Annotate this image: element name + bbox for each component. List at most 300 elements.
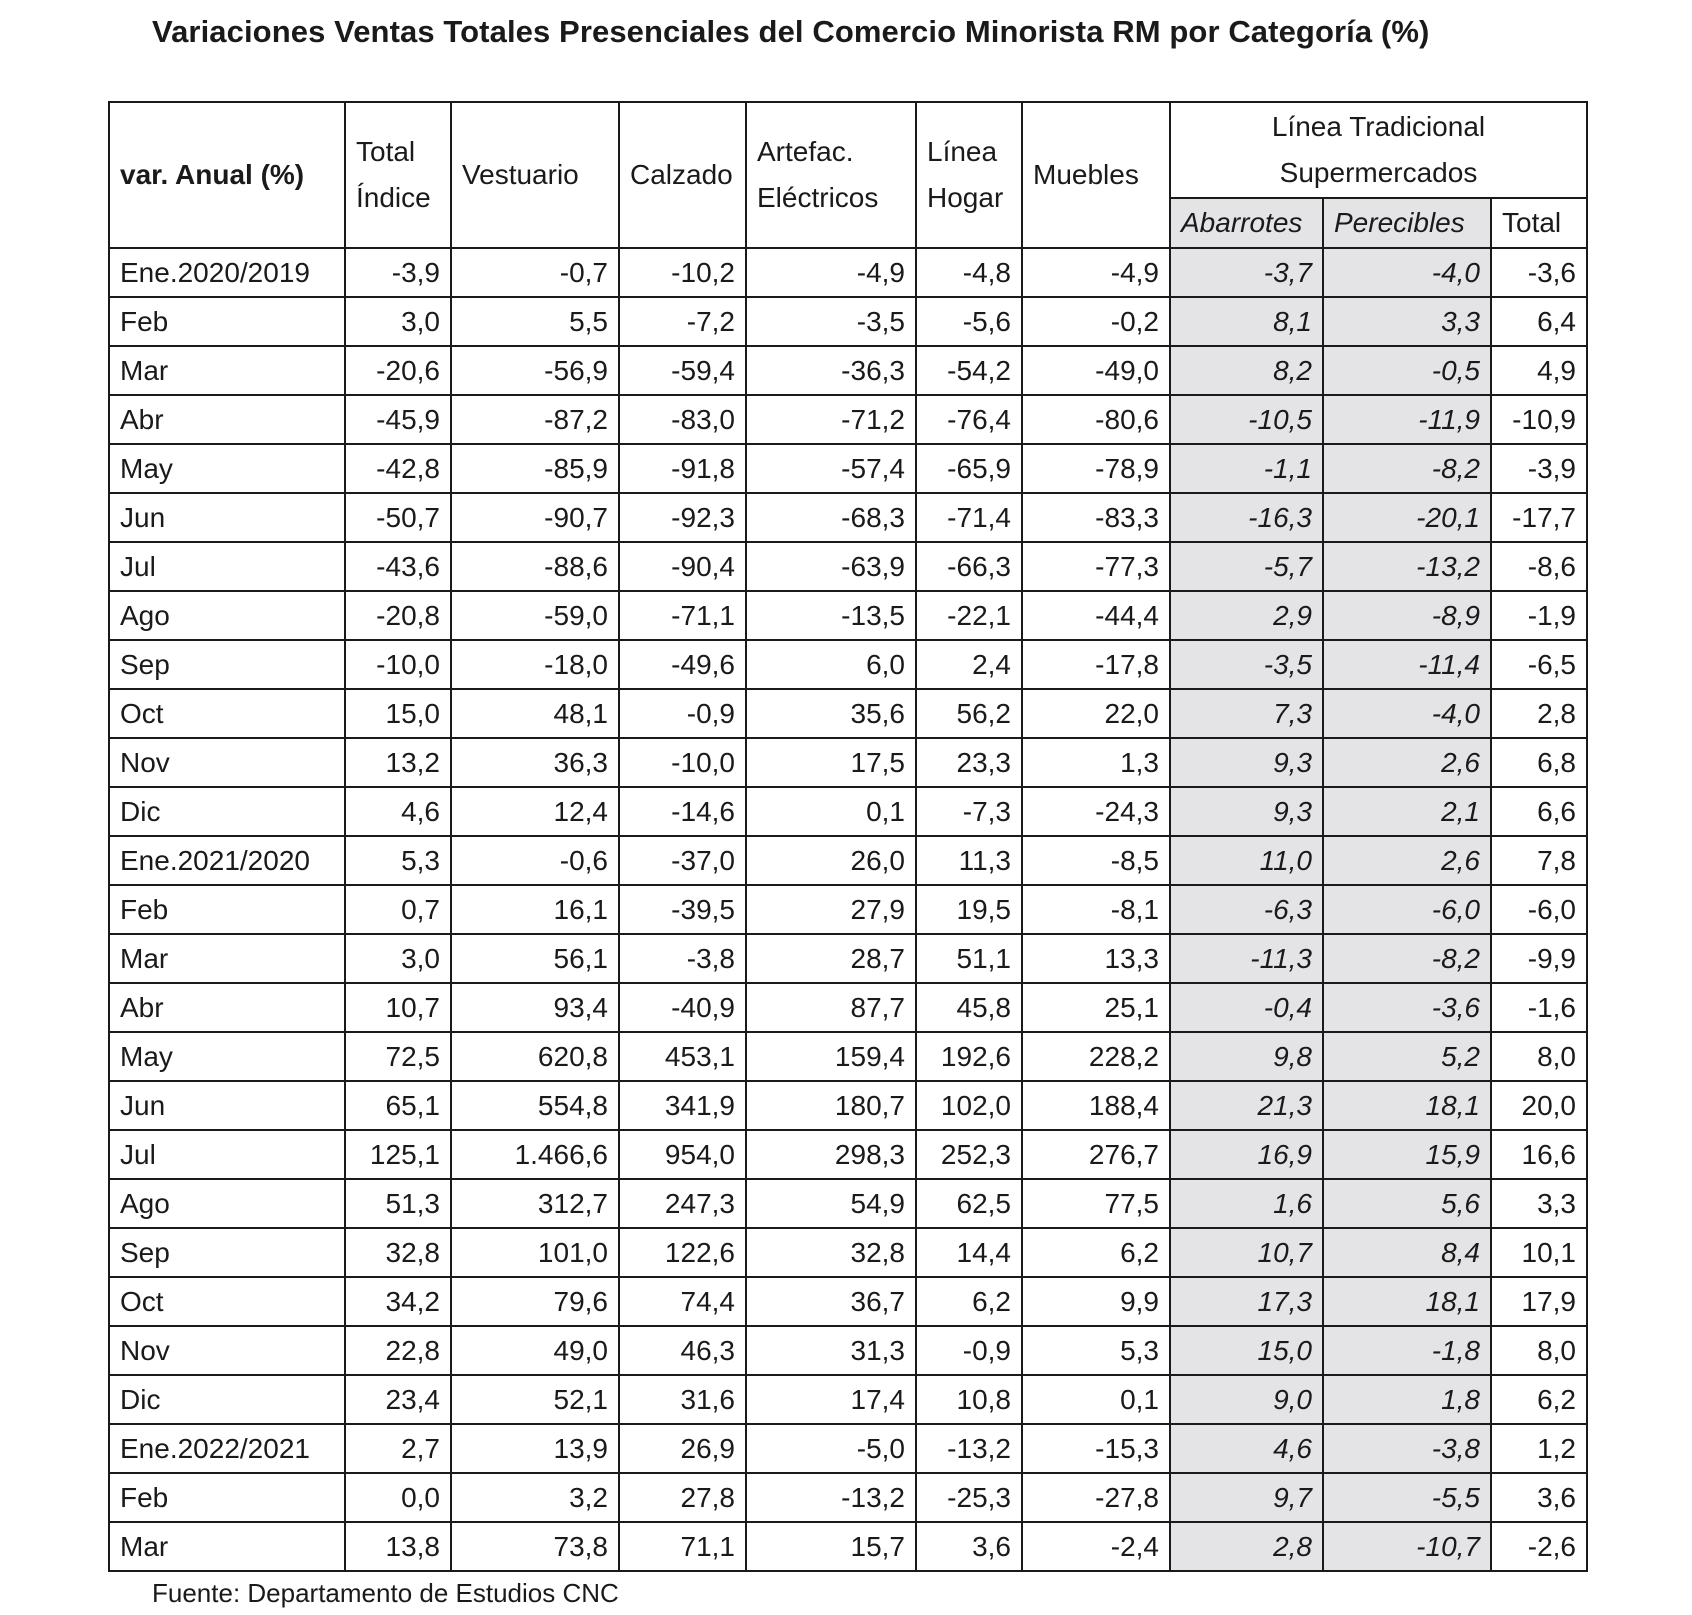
cell-perecibles: -8,2 bbox=[1323, 444, 1491, 493]
cell-calzado: -91,8 bbox=[619, 444, 746, 493]
cell-abarrotes: -1,1 bbox=[1170, 444, 1323, 493]
table-row bbox=[109, 983, 1587, 1032]
cell-linea-hogar: 192,6 bbox=[916, 1032, 1022, 1081]
source-note: Fuente: Departamento de Estudios CNC bbox=[152, 1578, 619, 1608]
table-row bbox=[109, 1228, 1587, 1277]
cell-vestuario: 49,0 bbox=[451, 1326, 619, 1375]
table-title: Variaciones Ventas Totales Presenciales del Comercio Minorista RM por Categoría (%) bbox=[152, 14, 1430, 49]
table-row bbox=[109, 1326, 1587, 1375]
cell-perecibles: 5,6 bbox=[1323, 1179, 1491, 1228]
cell-total-indice: 72,5 bbox=[345, 1032, 451, 1081]
cell-supermercados-total: 2,8 bbox=[1491, 689, 1587, 738]
cell-abarrotes: 1,6 bbox=[1170, 1179, 1323, 1228]
cell-artefactos: -71,2 bbox=[746, 395, 916, 444]
cell-muebles: -4,9 bbox=[1022, 248, 1170, 297]
cell-period-label: Feb bbox=[109, 1473, 345, 1522]
table-row bbox=[109, 444, 1587, 493]
cell-period-label: May bbox=[109, 444, 345, 493]
cell-total-indice: 15,0 bbox=[345, 689, 451, 738]
cell-artefactos: -63,9 bbox=[746, 542, 916, 591]
cell-perecibles: -8,9 bbox=[1323, 591, 1491, 640]
cell-muebles: -83,3 bbox=[1022, 493, 1170, 542]
cell-linea-hogar: -22,1 bbox=[916, 591, 1022, 640]
cell-vestuario: 16,1 bbox=[451, 885, 619, 934]
cell-perecibles: -8,2 bbox=[1323, 934, 1491, 983]
cell-calzado: 247,3 bbox=[619, 1179, 746, 1228]
cell-artefactos: 35,6 bbox=[746, 689, 916, 738]
cell-period-label: Mar bbox=[109, 934, 345, 983]
cell-linea-hogar: -76,4 bbox=[916, 395, 1022, 444]
cell-muebles: 5,3 bbox=[1022, 1326, 1170, 1375]
cell-total-indice: -3,9 bbox=[345, 248, 451, 297]
table-row bbox=[109, 1130, 1587, 1179]
header-total: Total bbox=[1491, 198, 1587, 248]
cell-perecibles: 15,9 bbox=[1323, 1130, 1491, 1179]
cell-abarrotes: 11,0 bbox=[1170, 836, 1323, 885]
cell-muebles: -80,6 bbox=[1022, 395, 1170, 444]
table-row bbox=[109, 836, 1587, 885]
cell-artefactos: 159,4 bbox=[746, 1032, 916, 1081]
table-row bbox=[109, 395, 1587, 444]
cell-linea-hogar: -66,3 bbox=[916, 542, 1022, 591]
cell-calzado: 954,0 bbox=[619, 1130, 746, 1179]
cell-artefactos: 31,3 bbox=[746, 1326, 916, 1375]
cell-abarrotes: 7,3 bbox=[1170, 689, 1323, 738]
cell-abarrotes: 2,8 bbox=[1170, 1522, 1323, 1571]
cell-vestuario: 93,4 bbox=[451, 983, 619, 1032]
cell-calzado: -7,2 bbox=[619, 297, 746, 346]
cell-abarrotes: 10,7 bbox=[1170, 1228, 1323, 1277]
cell-calzado: -90,4 bbox=[619, 542, 746, 591]
cell-supermercados-total: 6,6 bbox=[1491, 787, 1587, 836]
cell-muebles: -44,4 bbox=[1022, 591, 1170, 640]
cell-calzado: 122,6 bbox=[619, 1228, 746, 1277]
cell-linea-hogar: 11,3 bbox=[916, 836, 1022, 885]
cell-calzado: -40,9 bbox=[619, 983, 746, 1032]
table-row bbox=[109, 1081, 1587, 1130]
cell-linea-hogar: -0,9 bbox=[916, 1326, 1022, 1375]
cell-total-indice: -20,8 bbox=[345, 591, 451, 640]
header-group-line2: Supermercados bbox=[1279, 157, 1478, 188]
table-row bbox=[109, 640, 1587, 689]
cell-perecibles: 2,6 bbox=[1323, 836, 1491, 885]
cell-supermercados-total: -3,6 bbox=[1491, 248, 1587, 297]
cell-total-indice: 4,6 bbox=[345, 787, 451, 836]
table-row bbox=[109, 1375, 1587, 1424]
table-row bbox=[109, 493, 1587, 542]
cell-linea-hogar: 10,8 bbox=[916, 1375, 1022, 1424]
cell-calzado: -10,0 bbox=[619, 738, 746, 787]
cell-vestuario: -0,6 bbox=[451, 836, 619, 885]
cell-supermercados-total: 3,3 bbox=[1491, 1179, 1587, 1228]
cell-perecibles: 3,3 bbox=[1323, 297, 1491, 346]
cell-artefactos: 27,9 bbox=[746, 885, 916, 934]
cell-perecibles: 18,1 bbox=[1323, 1277, 1491, 1326]
cell-period-label: Nov bbox=[109, 738, 345, 787]
cell-muebles: -0,2 bbox=[1022, 297, 1170, 346]
cell-vestuario: 101,0 bbox=[451, 1228, 619, 1277]
cell-linea-hogar: 51,1 bbox=[916, 934, 1022, 983]
cell-abarrotes: -0,4 bbox=[1170, 983, 1323, 1032]
cell-vestuario: 3,2 bbox=[451, 1473, 619, 1522]
header-supermercados-group bbox=[1170, 102, 1587, 198]
cell-linea-hogar: -5,6 bbox=[916, 297, 1022, 346]
cell-muebles: 0,1 bbox=[1022, 1375, 1170, 1424]
cell-artefactos: -57,4 bbox=[746, 444, 916, 493]
cell-abarrotes: -3,5 bbox=[1170, 640, 1323, 689]
cell-period-label: Dic bbox=[109, 787, 345, 836]
table-row bbox=[109, 248, 1587, 297]
cell-linea-hogar: -71,4 bbox=[916, 493, 1022, 542]
cell-calzado: -92,3 bbox=[619, 493, 746, 542]
cell-supermercados-total: -6,0 bbox=[1491, 885, 1587, 934]
cell-supermercados-total: 4,9 bbox=[1491, 346, 1587, 395]
cell-perecibles: -11,9 bbox=[1323, 395, 1491, 444]
header-muebles: Muebles bbox=[1022, 102, 1170, 248]
cell-linea-hogar: 102,0 bbox=[916, 1081, 1022, 1130]
cell-calzado: 71,1 bbox=[619, 1522, 746, 1571]
cell-calzado: -71,1 bbox=[619, 591, 746, 640]
cell-muebles: -77,3 bbox=[1022, 542, 1170, 591]
table-row bbox=[109, 885, 1587, 934]
cell-vestuario: 52,1 bbox=[451, 1375, 619, 1424]
cell-perecibles: -13,2 bbox=[1323, 542, 1491, 591]
cell-total-indice: 0,7 bbox=[345, 885, 451, 934]
cell-linea-hogar: 14,4 bbox=[916, 1228, 1022, 1277]
table-row bbox=[109, 934, 1587, 983]
cell-supermercados-total: 1,2 bbox=[1491, 1424, 1587, 1473]
cell-vestuario: -56,9 bbox=[451, 346, 619, 395]
cell-total-indice: 5,3 bbox=[345, 836, 451, 885]
cell-vestuario: 36,3 bbox=[451, 738, 619, 787]
cell-vestuario: -85,9 bbox=[451, 444, 619, 493]
cell-vestuario: -90,7 bbox=[451, 493, 619, 542]
cell-vestuario: -88,6 bbox=[451, 542, 619, 591]
cell-total-indice: 32,8 bbox=[345, 1228, 451, 1277]
cell-abarrotes: -10,5 bbox=[1170, 395, 1323, 444]
cell-calzado: -49,6 bbox=[619, 640, 746, 689]
cell-total-indice: 65,1 bbox=[345, 1081, 451, 1130]
table-row bbox=[109, 297, 1587, 346]
cell-period-label: May bbox=[109, 1032, 345, 1081]
cell-linea-hogar: -4,8 bbox=[916, 248, 1022, 297]
cell-abarrotes: 9,7 bbox=[1170, 1473, 1323, 1522]
cell-calzado: -39,5 bbox=[619, 885, 746, 934]
cell-vestuario: 13,9 bbox=[451, 1424, 619, 1473]
cell-artefactos: -68,3 bbox=[746, 493, 916, 542]
cell-vestuario: -0,7 bbox=[451, 248, 619, 297]
header-vestuario: Vestuario bbox=[451, 102, 619, 248]
cell-period-label: Nov bbox=[109, 1326, 345, 1375]
table-row bbox=[109, 1522, 1587, 1571]
table-row bbox=[109, 1473, 1587, 1522]
cell-supermercados-total: 3,6 bbox=[1491, 1473, 1587, 1522]
cell-total-indice: 125,1 bbox=[345, 1130, 451, 1179]
cell-muebles: 22,0 bbox=[1022, 689, 1170, 738]
cell-muebles: 1,3 bbox=[1022, 738, 1170, 787]
cell-vestuario: 620,8 bbox=[451, 1032, 619, 1081]
cell-perecibles: -4,0 bbox=[1323, 248, 1491, 297]
cell-total-indice: -10,0 bbox=[345, 640, 451, 689]
cell-abarrotes: -16,3 bbox=[1170, 493, 1323, 542]
cell-calzado: 27,8 bbox=[619, 1473, 746, 1522]
cell-period-label: Ago bbox=[109, 591, 345, 640]
cell-period-label: Ago bbox=[109, 1179, 345, 1228]
header-linea-hogar-line1: Línea bbox=[927, 136, 998, 167]
cell-period-label: Abr bbox=[109, 983, 345, 1032]
cell-total-indice: -42,8 bbox=[345, 444, 451, 493]
cell-supermercados-total: -6,5 bbox=[1491, 640, 1587, 689]
cell-period-label: Mar bbox=[109, 1522, 345, 1571]
cell-linea-hogar: -25,3 bbox=[916, 1473, 1022, 1522]
cell-muebles: 13,3 bbox=[1022, 934, 1170, 983]
cell-linea-hogar: -7,3 bbox=[916, 787, 1022, 836]
cell-vestuario: 1.466,6 bbox=[451, 1130, 619, 1179]
cell-vestuario: 312,7 bbox=[451, 1179, 619, 1228]
cell-abarrotes: 9,3 bbox=[1170, 787, 1323, 836]
cell-total-indice: 0,0 bbox=[345, 1473, 451, 1522]
table-row bbox=[109, 346, 1587, 395]
cell-period-label: Oct bbox=[109, 1277, 345, 1326]
cell-muebles: -8,1 bbox=[1022, 885, 1170, 934]
cell-artefactos: 54,9 bbox=[746, 1179, 916, 1228]
cell-muebles: -78,9 bbox=[1022, 444, 1170, 493]
cell-perecibles: -1,8 bbox=[1323, 1326, 1491, 1375]
cell-total-indice: 2,7 bbox=[345, 1424, 451, 1473]
cell-abarrotes: 9,3 bbox=[1170, 738, 1323, 787]
cell-calzado: -0,9 bbox=[619, 689, 746, 738]
cell-linea-hogar: -54,2 bbox=[916, 346, 1022, 395]
cell-artefactos: 0,1 bbox=[746, 787, 916, 836]
cell-muebles: -8,5 bbox=[1022, 836, 1170, 885]
cell-perecibles: -5,5 bbox=[1323, 1473, 1491, 1522]
cell-muebles: 228,2 bbox=[1022, 1032, 1170, 1081]
cell-vestuario: -87,2 bbox=[451, 395, 619, 444]
cell-supermercados-total: 20,0 bbox=[1491, 1081, 1587, 1130]
cell-perecibles: -0,5 bbox=[1323, 346, 1491, 395]
cell-calzado: 453,1 bbox=[619, 1032, 746, 1081]
cell-total-indice: 34,2 bbox=[345, 1277, 451, 1326]
cell-vestuario: -59,0 bbox=[451, 591, 619, 640]
cell-muebles: -24,3 bbox=[1022, 787, 1170, 836]
cell-artefactos: -5,0 bbox=[746, 1424, 916, 1473]
cell-supermercados-total: -10,9 bbox=[1491, 395, 1587, 444]
cell-period-label: Feb bbox=[109, 885, 345, 934]
cell-perecibles: 18,1 bbox=[1323, 1081, 1491, 1130]
cell-muebles: -27,8 bbox=[1022, 1473, 1170, 1522]
cell-abarrotes: 8,1 bbox=[1170, 297, 1323, 346]
table-row bbox=[109, 689, 1587, 738]
table-row bbox=[109, 1179, 1587, 1228]
cell-linea-hogar: 62,5 bbox=[916, 1179, 1022, 1228]
cell-calzado: 341,9 bbox=[619, 1081, 746, 1130]
cell-period-label: Jul bbox=[109, 1130, 345, 1179]
cell-artefactos: -13,5 bbox=[746, 591, 916, 640]
cell-period-label: Oct bbox=[109, 689, 345, 738]
cell-vestuario: 56,1 bbox=[451, 934, 619, 983]
cell-abarrotes: 21,3 bbox=[1170, 1081, 1323, 1130]
cell-perecibles: 1,8 bbox=[1323, 1375, 1491, 1424]
cell-supermercados-total: -3,9 bbox=[1491, 444, 1587, 493]
header-total-indice bbox=[345, 102, 451, 248]
cell-period-label: Jun bbox=[109, 493, 345, 542]
cell-vestuario: 554,8 bbox=[451, 1081, 619, 1130]
cell-abarrotes: 4,6 bbox=[1170, 1424, 1323, 1473]
cell-muebles: 6,2 bbox=[1022, 1228, 1170, 1277]
cell-artefactos: 17,5 bbox=[746, 738, 916, 787]
cell-total-indice: -50,7 bbox=[345, 493, 451, 542]
cell-supermercados-total: 6,4 bbox=[1491, 297, 1587, 346]
table-row bbox=[109, 542, 1587, 591]
cell-period-label: Ene.2020/2019 bbox=[109, 248, 345, 297]
table-row bbox=[109, 738, 1587, 787]
cell-calzado: -3,8 bbox=[619, 934, 746, 983]
cell-supermercados-total: 8,0 bbox=[1491, 1032, 1587, 1081]
cell-linea-hogar: 252,3 bbox=[916, 1130, 1022, 1179]
cell-abarrotes: 9,0 bbox=[1170, 1375, 1323, 1424]
header-total-indice-line1: Total bbox=[356, 136, 416, 167]
cell-total-indice: 13,8 bbox=[345, 1522, 451, 1571]
cell-abarrotes: 16,9 bbox=[1170, 1130, 1323, 1179]
cell-linea-hogar: 56,2 bbox=[916, 689, 1022, 738]
cell-perecibles: -3,8 bbox=[1323, 1424, 1491, 1473]
cell-calzado: 74,4 bbox=[619, 1277, 746, 1326]
table-row bbox=[109, 591, 1587, 640]
cell-artefactos: -3,5 bbox=[746, 297, 916, 346]
cell-period-label: Mar bbox=[109, 346, 345, 395]
cell-total-indice: 3,0 bbox=[345, 934, 451, 983]
cell-supermercados-total: 6,8 bbox=[1491, 738, 1587, 787]
table-header bbox=[109, 102, 1587, 248]
cell-supermercados-total: 17,9 bbox=[1491, 1277, 1587, 1326]
cell-linea-hogar: -65,9 bbox=[916, 444, 1022, 493]
cell-perecibles: 8,4 bbox=[1323, 1228, 1491, 1277]
cell-total-indice: -43,6 bbox=[345, 542, 451, 591]
header-perecibles: Perecibles bbox=[1323, 198, 1491, 248]
cell-supermercados-total: -17,7 bbox=[1491, 493, 1587, 542]
cell-artefactos: 298,3 bbox=[746, 1130, 916, 1179]
cell-supermercados-total: -8,6 bbox=[1491, 542, 1587, 591]
cell-period-label: Sep bbox=[109, 1228, 345, 1277]
header-artefactos bbox=[746, 102, 916, 248]
cell-supermercados-total: 10,1 bbox=[1491, 1228, 1587, 1277]
cell-supermercados-total: -1,9 bbox=[1491, 591, 1587, 640]
cell-calzado: 26,9 bbox=[619, 1424, 746, 1473]
cell-vestuario: 79,6 bbox=[451, 1277, 619, 1326]
cell-period-label: Jul bbox=[109, 542, 345, 591]
cell-vestuario: 12,4 bbox=[451, 787, 619, 836]
cell-linea-hogar: 2,4 bbox=[916, 640, 1022, 689]
cell-linea-hogar: 3,6 bbox=[916, 1522, 1022, 1571]
cell-muebles: 25,1 bbox=[1022, 983, 1170, 1032]
cell-vestuario: -18,0 bbox=[451, 640, 619, 689]
cell-total-indice: 23,4 bbox=[345, 1375, 451, 1424]
cell-total-indice: 3,0 bbox=[345, 297, 451, 346]
cell-total-indice: 22,8 bbox=[345, 1326, 451, 1375]
cell-vestuario: 73,8 bbox=[451, 1522, 619, 1571]
cell-artefactos: 15,7 bbox=[746, 1522, 916, 1571]
cell-muebles: 9,9 bbox=[1022, 1277, 1170, 1326]
cell-abarrotes: 8,2 bbox=[1170, 346, 1323, 395]
cell-muebles: -49,0 bbox=[1022, 346, 1170, 395]
cell-muebles: -2,4 bbox=[1022, 1522, 1170, 1571]
cell-calzado: -59,4 bbox=[619, 346, 746, 395]
cell-artefactos: -13,2 bbox=[746, 1473, 916, 1522]
cell-artefactos: -4,9 bbox=[746, 248, 916, 297]
cell-artefactos: -36,3 bbox=[746, 346, 916, 395]
cell-artefactos: 87,7 bbox=[746, 983, 916, 1032]
header-linea-hogar-line2: Hogar bbox=[927, 182, 1004, 213]
table-row bbox=[109, 1032, 1587, 1081]
cell-abarrotes: -3,7 bbox=[1170, 248, 1323, 297]
header-row-label: var. Anual (%) bbox=[109, 102, 345, 248]
cell-supermercados-total: -9,9 bbox=[1491, 934, 1587, 983]
header-artefactos-line2: Eléctricos bbox=[757, 182, 879, 213]
cell-perecibles: 2,1 bbox=[1323, 787, 1491, 836]
cell-abarrotes: -5,7 bbox=[1170, 542, 1323, 591]
cell-linea-hogar: 6,2 bbox=[916, 1277, 1022, 1326]
table-row bbox=[109, 787, 1587, 836]
cell-abarrotes: 15,0 bbox=[1170, 1326, 1323, 1375]
cell-artefactos: 6,0 bbox=[746, 640, 916, 689]
cell-period-label: Jun bbox=[109, 1081, 345, 1130]
cell-vestuario: 5,5 bbox=[451, 297, 619, 346]
cell-perecibles: -3,6 bbox=[1323, 983, 1491, 1032]
header-calzado: Calzado bbox=[619, 102, 746, 248]
cell-calzado: -10,2 bbox=[619, 248, 746, 297]
cell-supermercados-total: 8,0 bbox=[1491, 1326, 1587, 1375]
cell-linea-hogar: 23,3 bbox=[916, 738, 1022, 787]
cell-period-label: Ene.2022/2021 bbox=[109, 1424, 345, 1473]
cell-artefactos: 180,7 bbox=[746, 1081, 916, 1130]
cell-period-label: Ene.2021/2020 bbox=[109, 836, 345, 885]
cell-muebles: 276,7 bbox=[1022, 1130, 1170, 1179]
header-total-indice-line2: Índice bbox=[356, 182, 431, 213]
cell-calzado: -83,0 bbox=[619, 395, 746, 444]
cell-perecibles: 5,2 bbox=[1323, 1032, 1491, 1081]
cell-perecibles: 2,6 bbox=[1323, 738, 1491, 787]
cell-total-indice: 51,3 bbox=[345, 1179, 451, 1228]
header-linea-hogar bbox=[916, 102, 1022, 248]
header-artefactos-line1: Artefac. bbox=[757, 136, 854, 167]
cell-supermercados-total: 7,8 bbox=[1491, 836, 1587, 885]
cell-total-indice: -20,6 bbox=[345, 346, 451, 395]
cell-perecibles: -6,0 bbox=[1323, 885, 1491, 934]
cell-period-label: Sep bbox=[109, 640, 345, 689]
cell-supermercados-total: 6,2 bbox=[1491, 1375, 1587, 1424]
cell-calzado: 46,3 bbox=[619, 1326, 746, 1375]
cell-vestuario: 48,1 bbox=[451, 689, 619, 738]
cell-period-label: Dic bbox=[109, 1375, 345, 1424]
cell-supermercados-total: 16,6 bbox=[1491, 1130, 1587, 1179]
header-abarrotes: Abarrotes bbox=[1170, 198, 1323, 248]
cell-total-indice: 13,2 bbox=[345, 738, 451, 787]
cell-abarrotes: -11,3 bbox=[1170, 934, 1323, 983]
cell-calzado: 31,6 bbox=[619, 1375, 746, 1424]
cell-artefactos: 32,8 bbox=[746, 1228, 916, 1277]
cell-artefactos: 17,4 bbox=[746, 1375, 916, 1424]
table-body bbox=[109, 248, 1587, 1571]
cell-artefactos: 36,7 bbox=[746, 1277, 916, 1326]
cell-muebles: -15,3 bbox=[1022, 1424, 1170, 1473]
cell-linea-hogar: -13,2 bbox=[916, 1424, 1022, 1473]
table-row bbox=[109, 1424, 1587, 1473]
cell-perecibles: -4,0 bbox=[1323, 689, 1491, 738]
cell-linea-hogar: 45,8 bbox=[916, 983, 1022, 1032]
cell-abarrotes: 17,3 bbox=[1170, 1277, 1323, 1326]
cell-supermercados-total: -2,6 bbox=[1491, 1522, 1587, 1571]
cell-perecibles: -10,7 bbox=[1323, 1522, 1491, 1571]
